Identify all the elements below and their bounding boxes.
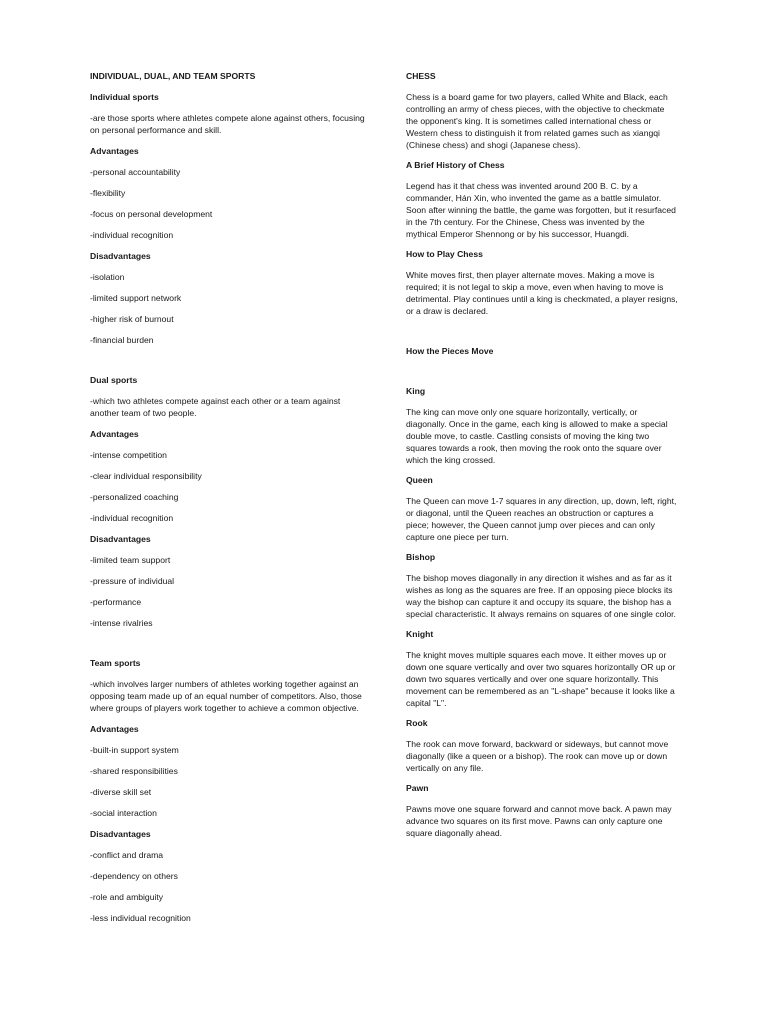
howto-heading: How to Play Chess [406, 249, 483, 259]
knight-heading: Knight [406, 629, 434, 639]
list-item: -personalized coaching [90, 492, 179, 502]
chess-title: CHESS [406, 71, 436, 81]
team-disadvantages-heading: Disadvantages [90, 829, 151, 839]
howto-paragraph: White moves first, then player alternate moves. Making a move is required; it is not legal to skip a move, even when having to move is detrimental. Play continues until a king is checkmated, a player resigns, or a draw is declared. [406, 270, 678, 316]
bishop-paragraph: The bishop moves diagonally in any direction it wishes and as far as it wishes as long as the squares are free. If an opposing piece blocks its way the bishop can capture it and occupy its square, the bishop has a special characteristic. It always remains on squares of one single color. [406, 573, 676, 619]
list-item: -limited team support [90, 555, 171, 565]
rook-heading: Rook [406, 718, 428, 728]
team-advantages-heading: Advantages [90, 724, 139, 734]
dual-advantages-heading: Advantages [90, 429, 139, 439]
list-item: -limited support network [90, 293, 182, 303]
list-item: -diverse skill set [90, 787, 152, 797]
rook-paragraph: The rook can move forward, backward or sideways, but cannot move diagonally (like a queen or a bishop). The rook can move up or down vertically on any file. [406, 739, 669, 773]
king-heading: King [406, 386, 426, 396]
list-item: -focus on personal development [90, 209, 213, 219]
list-item: -higher risk of burnout [90, 314, 174, 324]
queen-paragraph: The Queen can move 1-7 squares in any direction, up, down, left, right, or diagonal, until the Queen reaches an obstruction or captures a piece; however, the Queen cannot jump over pieces and can only capture one piece per turn. [406, 496, 677, 542]
dual-disadvantages-heading: Disadvantages [90, 534, 151, 544]
list-item: -social interaction [90, 808, 157, 818]
doc-title: INDIVIDUAL, DUAL, AND TEAM SPORTS [90, 71, 256, 81]
team-definition: -which involves larger numbers of athletes working together against an opposing team made up of an equal number of competitors. Also, those where groups of players work together to achieve a common objective. [90, 679, 362, 713]
list-item: -individual recognition [90, 513, 174, 523]
knight-paragraph: The knight moves multiple squares each move. It either moves up or down one square vertically and over two squares horizontally OR up or down two squares vertically and over one square horizontally. This movement can be remembered as an "L-shape" because it looks like a capital "L". [406, 650, 676, 708]
pawn-paragraph: Pawns move one square forward and cannot move back. A pawn may advance two squares on its first move. Pawns can only capture one square diagonally ahead. [406, 804, 672, 838]
list-item: -dependency on others [90, 871, 178, 881]
list-item: -intense competition [90, 450, 167, 460]
dual-heading: Dual sports [90, 375, 138, 385]
list-item: -financial burden [90, 335, 154, 345]
list-item: -role and ambiguity [90, 892, 164, 902]
list-item: -personal accountability [90, 167, 181, 177]
list-item: -individual recognition [90, 230, 174, 240]
list-item: -shared responsibilities [90, 766, 178, 776]
list-item: -built-in support system [90, 745, 179, 755]
list-item: -intense rivalries [90, 618, 153, 628]
history-heading: A Brief History of Chess [406, 160, 505, 170]
dual-definition: -which two athletes compete against each other or a team against another team of two people. [90, 396, 341, 418]
team-heading: Team sports [90, 658, 141, 668]
list-item: -performance [90, 597, 142, 607]
right-column [406, 70, 678, 839]
king-paragraph: The king can move only one square horizontally, vertically, or diagonally. Once in the game, each king is allowed to make a special double move, to castle. Castling consists of moving the king two squares towards a rook, then moving the rook onto the square over which the king crossed. [406, 407, 668, 465]
list-item: -conflict and drama [90, 850, 164, 860]
individual-disadvantages-heading: Disadvantages [90, 251, 151, 261]
individual-heading: Individual sports [90, 92, 159, 102]
chess-intro: Chess is a board game for two players, called White and Black, each controlling an army of chess pieces, with the objective to checkmate the opponent's king. It is sometimes called international chess or Western chess to distinguish it from related games such as xiangqi (Chinese chess) and shogi (Japanese chess). [406, 92, 668, 150]
pieces-heading: How the Pieces Move [406, 346, 494, 356]
list-item: -isolation [90, 272, 125, 282]
list-item: -flexibility [90, 188, 126, 198]
left-column [90, 70, 365, 924]
individual-advantages-heading: Advantages [90, 146, 139, 156]
history-paragraph: Legend has it that chess was invented around 200 B. C. by a commander, Hán Xin, who invented the game as a battle simulator. Soon after winning the battle, the game was forgotten, but it resurfaced in the 7th century. For the Chinese, Chess was invented by the mythical Emperor Shennong or by his successor, Huangdi. [406, 181, 676, 239]
list-item: -clear individual responsibility [90, 471, 202, 481]
list-item: -pressure of individual [90, 576, 175, 586]
pawn-heading: Pawn [406, 783, 429, 793]
queen-heading: Queen [406, 475, 433, 485]
list-item: -less individual recognition [90, 913, 191, 923]
individual-definition: -are those sports where athletes compete alone against others, focusing on personal performance and skill. [90, 113, 365, 135]
bishop-heading: Bishop [406, 552, 436, 562]
